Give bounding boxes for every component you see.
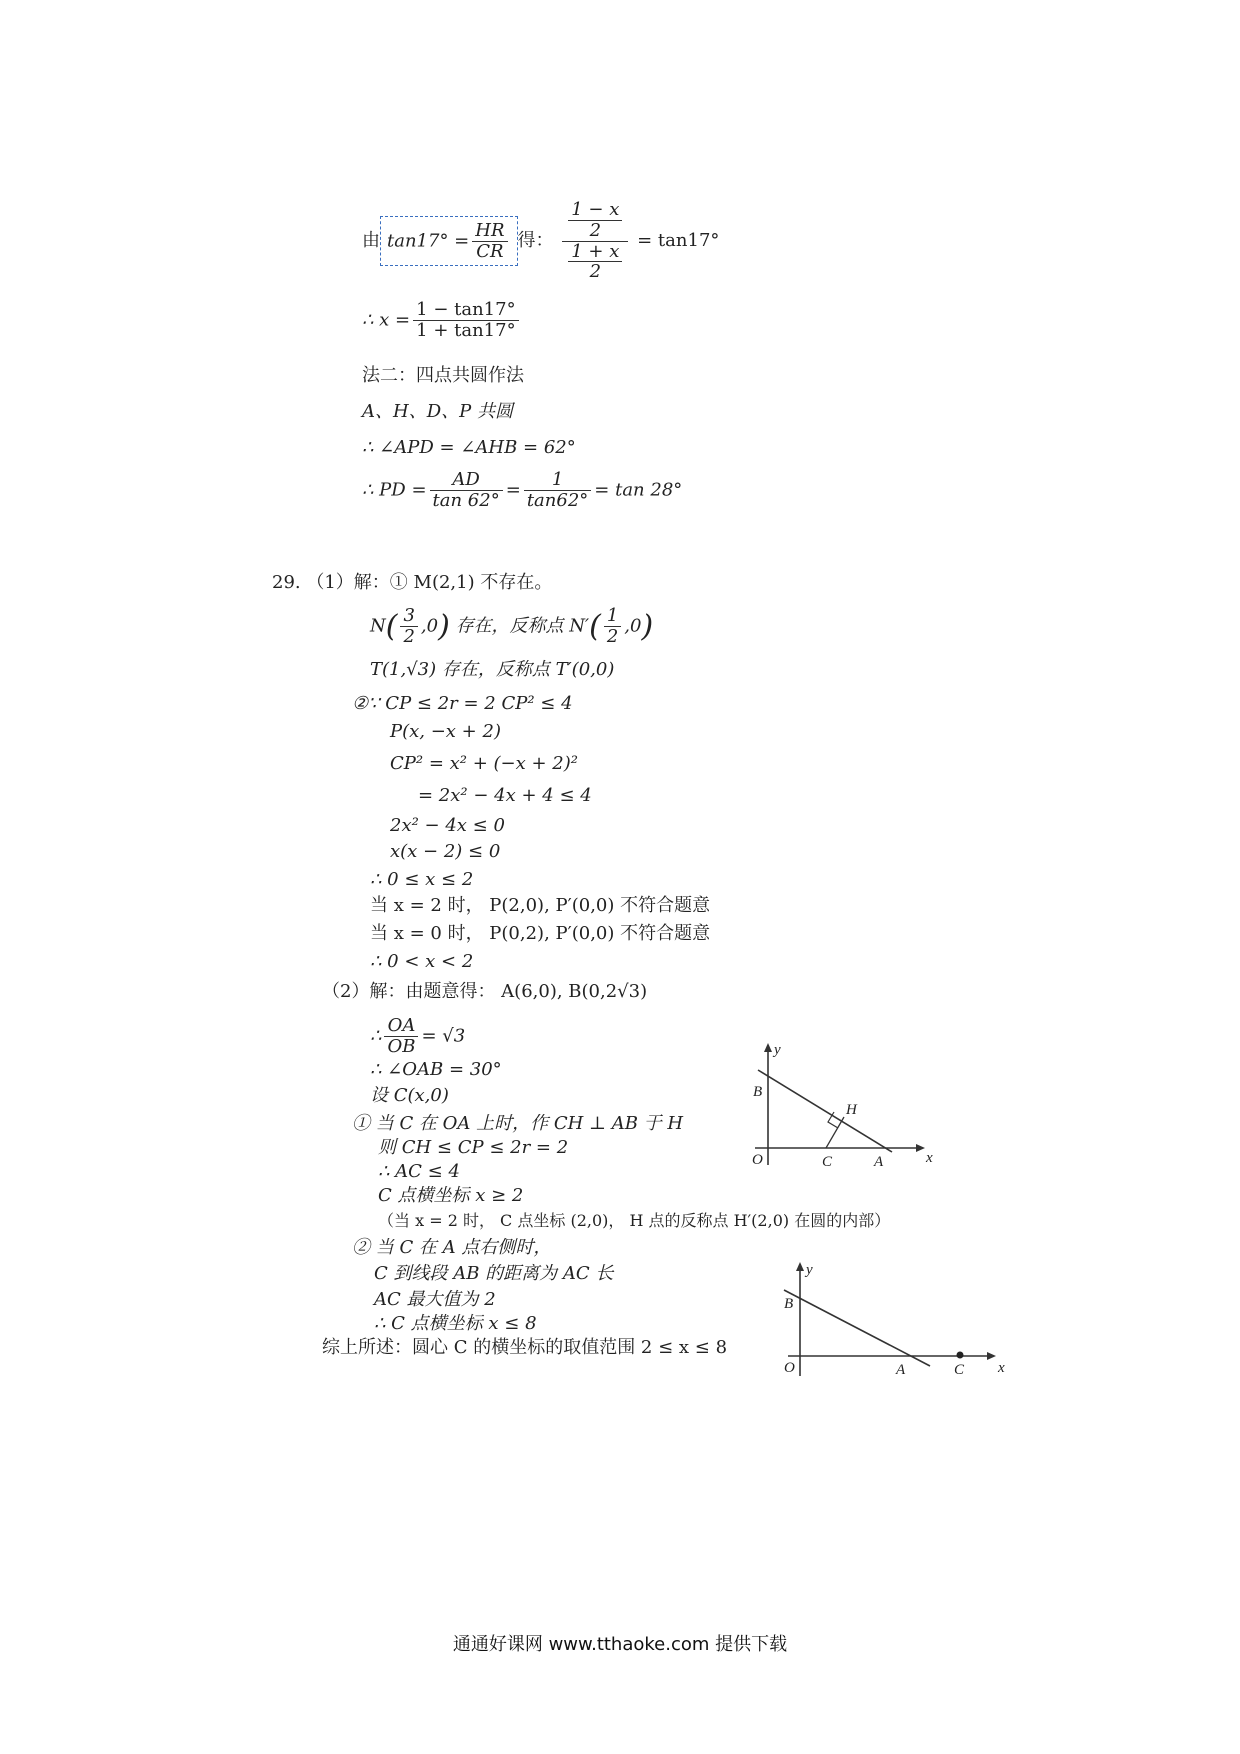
compound-fraction (562, 200, 628, 282)
hr-cr-fraction (472, 221, 507, 262)
oa: OA (384, 1016, 418, 1037)
footer: 通通好课网 www.tthaoke.com 提供下载 (452, 1634, 788, 1655)
q29-step2-2: P(x, −x + 2) (390, 721, 501, 742)
q29-2-c1-4: C 点横坐标 x ≥ 2 (378, 1185, 524, 1206)
tan-num: 1 − tan17° (413, 300, 518, 321)
hr: HR (472, 221, 507, 242)
tan-ratio-box (380, 216, 518, 267)
q29-step2-10: ∴ 0 < x < 2 (370, 951, 474, 972)
tan-fraction (413, 300, 518, 341)
eq: = (505, 479, 521, 501)
method2-title: 法二：四点共圆作法 (362, 365, 524, 386)
n2-fraction (604, 606, 621, 647)
q29-2-c1-5: （当 x = 2 时， C 点坐标 (2,0)， H 点的反称点 H′(2,0) 在圆的内部） (378, 1211, 891, 1230)
fig2-label-x: x (998, 1360, 1005, 1376)
tan62a: tan 62° (432, 489, 500, 511)
q29-2-c2-3: AC 最大值为 2 (374, 1289, 496, 1310)
tan-den: 1 + tan17° (416, 319, 516, 341)
fig1-label-o: O (752, 1152, 763, 1168)
q29-n-line: N( $\frac{3}{2}$ ,0) 存在，反称点 N′( $\frac{1}{2}$ ,0) (370, 605, 654, 647)
method2-line3 (362, 470, 682, 511)
q29-2-c1-2: 则 CH ≤ CP ≤ 2r = 2 (378, 1137, 569, 1158)
q29-2-c1-1: ① 当 C 在 OA 上时，作 CH ⊥ AB 于 H (352, 1113, 684, 1134)
compound-den (562, 242, 628, 283)
pd-eq: ∴ PD = (362, 479, 427, 501)
fig2-label-c: C (954, 1362, 965, 1378)
n-mid: 存在，反称点 N′ (455, 615, 590, 637)
fig1-label-c: C (822, 1154, 833, 1170)
q29-header: 29. （1）解：① M(2,1) 不存在。 (272, 572, 553, 593)
method1-line1 (362, 200, 719, 282)
oa-ob-fraction (384, 1016, 418, 1057)
q29-step2-7: ∴ 0 ≤ x ≤ 2 (370, 869, 474, 890)
fig1-y-arrow (764, 1043, 772, 1052)
x-eq: ∴ x = (362, 309, 411, 331)
fig2-point-c (957, 1352, 964, 1359)
fig2-label-a: A (896, 1362, 906, 1378)
therefore: ∴ (370, 1025, 382, 1047)
fig1-x-arrow (916, 1144, 925, 1152)
two-b: 2 (589, 261, 602, 283)
method2-line2: ∴ ∠APD = ∠AHB = 62° (362, 437, 576, 458)
q29-step2-5: 2x² − 4x ≤ 0 (390, 815, 505, 836)
tan17-lhs: tan17° = (387, 230, 470, 252)
cr: CR (476, 240, 504, 262)
fig1-label-x: x (926, 1150, 933, 1166)
fig2-line-ab (784, 1290, 930, 1366)
fig1-line-ab (758, 1070, 892, 1152)
ad: AD (430, 470, 503, 491)
eq-tan17: = tan17° (637, 230, 720, 252)
fig2-x-arrow (987, 1352, 996, 1360)
one: 1 (604, 606, 621, 627)
n2-post: ,0 (624, 615, 642, 637)
fig2-y-arrow (796, 1262, 804, 1271)
one-minus-x: 1 − x (568, 200, 622, 221)
two: 2 (606, 625, 619, 647)
tan62b: tan62° (526, 489, 589, 511)
fig2-label-y: y (806, 1262, 813, 1278)
q29-step2-8: 当 x = 2 时， P(2,0), P′(0,0) 不符合题意 (370, 895, 711, 916)
eq-tan28: = tan 28° (594, 479, 683, 501)
q29-t-line: T(1,√3) 存在，反称点 T′(0,0) (370, 659, 615, 680)
sqrt3: = √3 (421, 1025, 466, 1047)
method2-line1: A、H、D、P 共圆 (362, 401, 513, 422)
figure-1 (740, 1040, 940, 1180)
fig1-label-y: y (774, 1042, 781, 1058)
q29-step2-6: x(x − 2) ≤ 0 (390, 841, 501, 862)
q29-step2-9: 当 x = 0 时， P(0,2), P′(0,0) 不符合题意 (370, 923, 711, 944)
text-you: 由 (362, 230, 380, 252)
fig1-label-a: A (874, 1154, 884, 1170)
fig1-label-h: H (846, 1102, 857, 1118)
method1-line2 (362, 300, 522, 341)
ad-fraction (430, 470, 503, 511)
text-de: 得： (517, 230, 554, 252)
n-label: N (370, 615, 386, 637)
q29-2-summary: 综上所述：圆心 C 的横坐标的取值范围 2 ≤ x ≤ 8 (322, 1337, 728, 1358)
q29-2-header: （2）解：由题意得： A(6,0), B(0,2√3) (322, 981, 648, 1002)
ob: OB (387, 1035, 416, 1057)
q29-step2-4: = 2x² − 4x + 4 ≤ 4 (418, 785, 592, 806)
compound-num (562, 200, 628, 242)
q29-step2-3: CP² = x² + (−x + 2)² (390, 753, 578, 774)
n-post: ,0 (420, 615, 439, 637)
q29-2-ratio (370, 1016, 465, 1057)
n-fraction (400, 606, 417, 647)
two: 2 (403, 625, 415, 647)
q29-2-c2-4: ∴ C 点横坐标 x ≤ 8 (374, 1313, 537, 1334)
q29-step2-1: ②∵ CP ≤ 2r = 2 CP² ≤ 4 (352, 693, 573, 714)
one-fraction (524, 470, 591, 511)
fig1-label-b: B (753, 1084, 763, 1100)
fig2-label-o: O (784, 1360, 795, 1376)
two-a: 2 (589, 219, 602, 241)
fig2-label-b: B (784, 1296, 794, 1312)
q29-2-c2-1: ② 当 C 在 A 点右侧时， (352, 1237, 552, 1258)
one: 1 (524, 470, 591, 491)
q29-2-setc: 设 C(x,0) (370, 1085, 449, 1106)
q29-2-angle: ∴ ∠OAB = 30° (370, 1059, 502, 1080)
figure-2 (770, 1258, 1010, 1388)
q29-2-c2-2: C 到线段 AB 的距离为 AC 长 (374, 1263, 614, 1284)
q29-2-c1-3: ∴ AC ≤ 4 (378, 1161, 460, 1182)
one-plus-x: 1 + x (568, 242, 622, 263)
three: 3 (400, 606, 417, 627)
